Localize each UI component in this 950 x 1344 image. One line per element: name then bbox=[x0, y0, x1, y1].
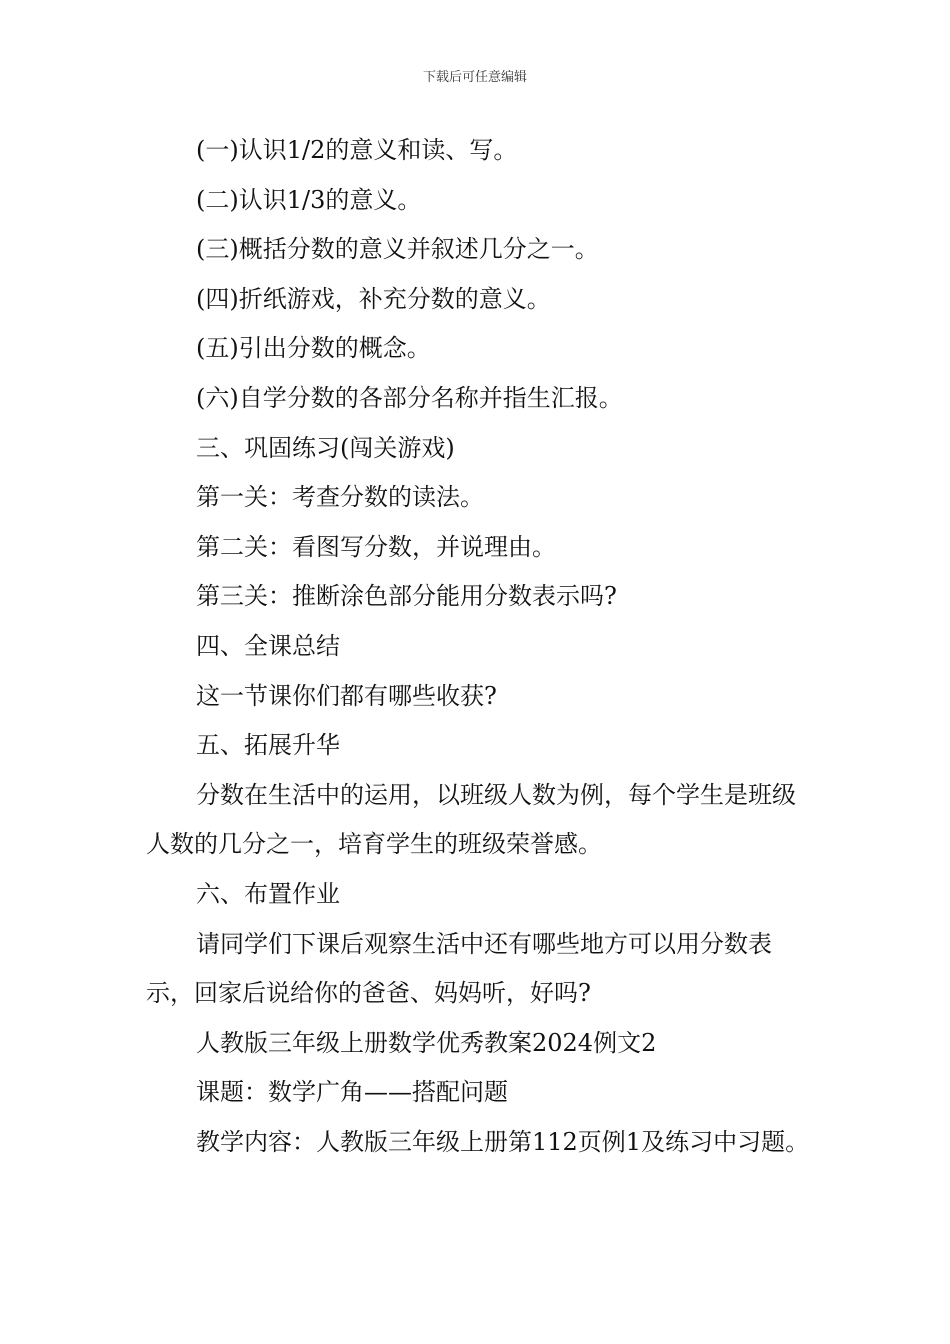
paragraph: 课题：数学广角——搭配问题 bbox=[196, 1078, 508, 1107]
paragraph: (四)折纸游戏，补充分数的意义。 bbox=[196, 284, 551, 313]
paragraph: 分数在生活中的运用，以班级人数为例，每个学生是班级人数的几分之一，培育学生的班级荣誉感。 bbox=[146, 780, 796, 859]
paragraph: 请同学们下课后观察生活中还有哪些地方可以用分数表示，回家后说给你的爸爸、妈妈听，好吗? bbox=[146, 929, 772, 1008]
paragraph: 这一节课你们都有哪些收获? bbox=[196, 681, 497, 710]
section-heading: 五、拓展升华 bbox=[196, 731, 340, 760]
paragraph: 第二关：看图写分数，并说理由。 bbox=[196, 532, 556, 561]
paragraph: 第三关：推断涂色部分能用分数表示吗? bbox=[196, 582, 617, 611]
section-heading: 三、巩固练习(闯关游戏) bbox=[196, 433, 455, 462]
document-body bbox=[146, 126, 810, 1167]
paragraph: (三)概括分数的意义并叙述几分之一。 bbox=[196, 235, 599, 264]
section-heading: 六、布置作业 bbox=[196, 879, 340, 908]
paragraph: (五)引出分数的概念。 bbox=[196, 334, 431, 363]
page-header: 下载后可任意编辑 bbox=[422, 70, 527, 85]
paragraph: (六)自学分数的各部分名称并指生汇报。 bbox=[196, 383, 623, 412]
paragraph: (二)认识1/3的意义。 bbox=[196, 185, 422, 214]
section-heading: 四、全课总结 bbox=[196, 631, 340, 660]
paragraph: 第一关：考查分数的读法。 bbox=[196, 483, 484, 512]
paragraph: (一)认识1/2的意义和读、写。 bbox=[196, 136, 518, 164]
document-title: 人教版三年级上册数学优秀教案2024例文2 bbox=[196, 1028, 657, 1057]
paragraph: 教学内容：人教版三年级上册第112页例1及练习中习题。 bbox=[196, 1127, 810, 1156]
